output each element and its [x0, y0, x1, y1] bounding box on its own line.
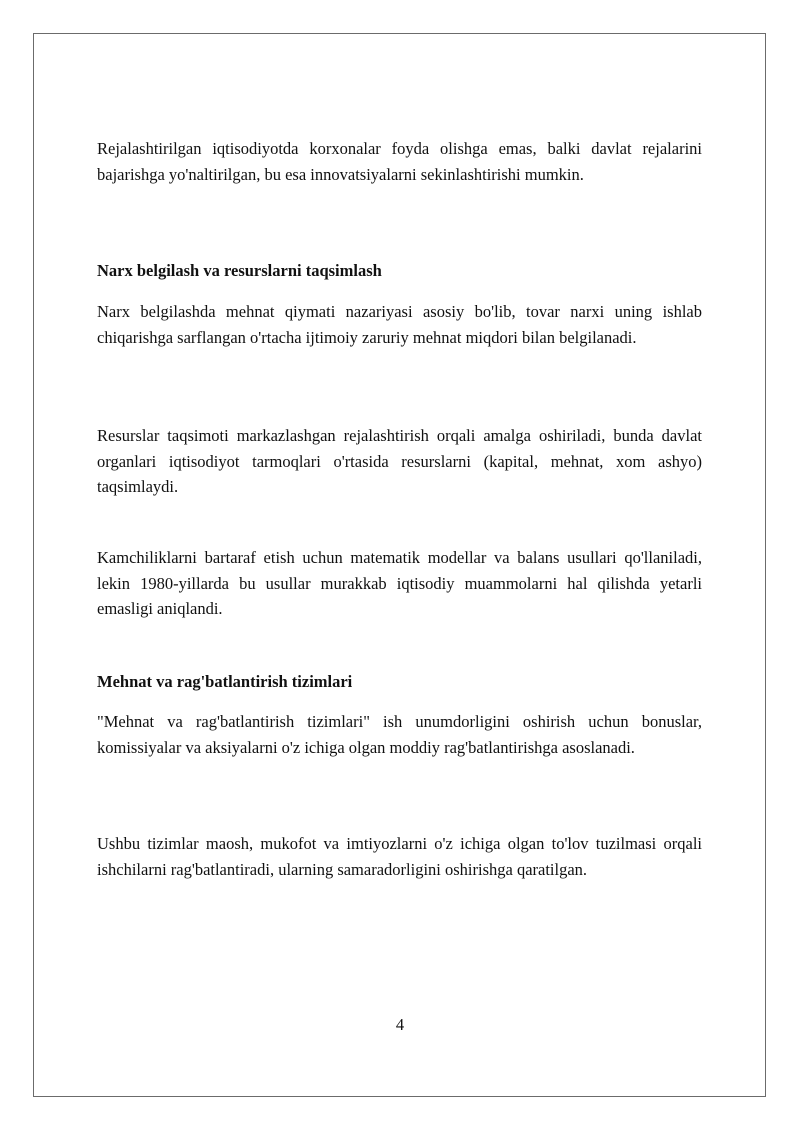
paragraph-resource-allocation: Resurslar taqsimoti markazlashgan rejalashtirish orqali amalga oshiriladi, bunda davlat organlari iqtisodiyot tarmoqlari o'rtasida resurslarni (kapital, mehnat, xom ashyo) taqsimlaydi.: [97, 426, 702, 496]
paragraph-planned-economy: Rejalashtirilgan iqtisodiyotda korxonalar foyda olishga emas, balki davlat rejalarini bajarishga yo'naltirilgan, bu esa innovatsiyalarni sekinlashtirishi mumkin.: [97, 139, 702, 184]
paragraph-shortcomings: Kamchiliklarni bartaraf etish uchun matematik modellar va balans usullari qo'llaniladi, lekin 1980-yillarda bu usullar murakkab iqtisodiy muammolarni hal qilishda yetarli emasligi aniqlandi.: [97, 548, 702, 618]
section-heading-labor-incentives: Mehnat va rag'batlantirish tizimlari: [97, 672, 353, 691]
paragraph-incentive-systems: "Mehnat va rag'batlantirish tizimlari" ish unumdorligini oshirish uchun bonuslar, komissiyalar va aksiyalarni o'z ichiga olgan moddiy rag'batlantirishga asoslanadi.: [97, 712, 702, 757]
paragraph-payment-structure: Ushbu tizimlar maosh, mukofot va imtiyozlarni o'z ichiga olgan to'lov tuzilmasi orqali ishchilarni rag'batlantiradi, ularning samaradorligini oshirishga qaratilgan.: [97, 834, 702, 879]
page-number: 4: [395, 1015, 405, 1034]
section-heading-pricing: Narx belgilash va resurslarni taqsimlash: [97, 261, 382, 280]
paragraph-pricing: Narx belgilashda mehnat qiymati nazariyasi asosiy bo'lib, tovar narxi uning ishlab chiqarishga sarflangan o'rtacha ijtimoiy zaruriy mehnat miqdori bilan belgilanadi.: [97, 302, 702, 347]
